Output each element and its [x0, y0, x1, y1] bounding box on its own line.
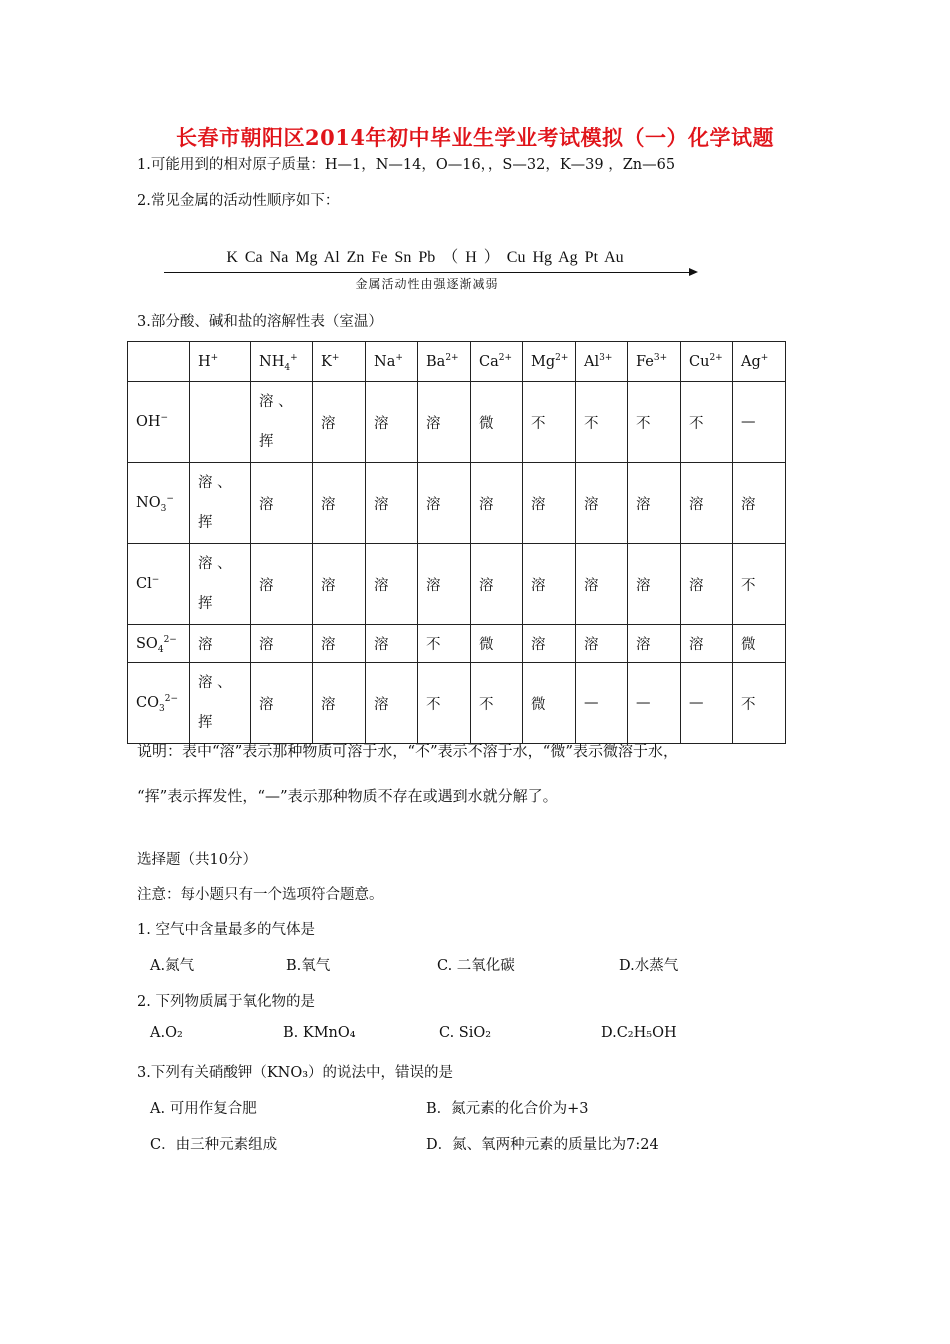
solubility-cell: 不: [733, 663, 786, 744]
anion-2-symbol: Cl: [136, 576, 152, 592]
solubility-cell: —: [576, 663, 628, 744]
q2-option-a[interactable]: A.O₂: [150, 1025, 183, 1041]
solubility-cell: 微: [523, 663, 576, 744]
solubility-cell: 溶: [523, 544, 576, 625]
solubility-cell: 不: [471, 663, 523, 744]
cation-6-symbol: Mg: [531, 353, 556, 370]
cation-9-symbol: Cu: [689, 353, 710, 370]
solubility-cell: 溶 、 挥: [190, 544, 251, 625]
cation-header: [251, 342, 313, 382]
cation-4-symbol: Ba: [426, 353, 446, 370]
solubility-cell: —: [628, 663, 681, 744]
anion-3-subscript: 4: [157, 644, 164, 655]
table-header-row: [128, 342, 786, 382]
solubility-cell: 溶: [313, 382, 366, 463]
metal-activity-series: K Ca Na Mg Al Zn Fe Sn Pb （ H ） Cu Hg Ag Pt Au: [226, 249, 624, 266]
solubility-cell: 溶: [366, 663, 418, 744]
solubility-cell: 溶: [251, 544, 313, 625]
cation-header: [681, 342, 733, 382]
solubility-cell: 溶: [576, 463, 628, 544]
cation-header: [733, 342, 786, 382]
q3-option-d[interactable]: D．氮、氧两种元素的质量比为7:24: [426, 1137, 659, 1153]
anion-header: [128, 625, 190, 663]
solubility-cell: 溶: [366, 625, 418, 663]
cation-7-charge: 3+: [599, 352, 613, 363]
activity-arrow-caption: 金属活动性由强逐渐减弱: [355, 277, 499, 291]
table-explanation-line-2: “挥”表示挥发性，“—”表示那种物质不存在或遇到水就分解了。: [137, 787, 558, 805]
q3-option-b[interactable]: B．氮元素的化合价为+3: [426, 1101, 589, 1117]
solubility-cell: —: [681, 663, 733, 744]
solubility-cell: 溶: [523, 463, 576, 544]
anion-3-charge: 2−: [163, 634, 177, 645]
anion-1-charge: −: [166, 494, 174, 505]
atomic-mass-line: 1.可能用到的相对原子质量：H—1，N—14，O—16，，S—32，K—39 ，Zn—65: [137, 157, 676, 173]
table-row: [128, 625, 786, 663]
solubility-cell: 不: [733, 544, 786, 625]
cation-8-symbol: Fe: [636, 353, 654, 370]
solubility-cell: 溶: [366, 382, 418, 463]
cation-0-charge: +: [210, 352, 219, 363]
question-1-stem: 1. 空气中含量最多的气体是: [137, 922, 315, 938]
cation-header: [628, 342, 681, 382]
table-row: [128, 382, 786, 463]
q2-option-b[interactable]: B. KMnO₄: [283, 1025, 356, 1041]
q3-option-a[interactable]: A. 可用作复合肥: [150, 1101, 257, 1117]
cation-0-symbol: H: [198, 353, 211, 370]
solubility-cell: 不: [523, 382, 576, 463]
solubility-cell: 溶: [190, 625, 251, 663]
cation-header: [313, 342, 366, 382]
solubility-cell: 溶: [681, 625, 733, 663]
solubility-cell: 溶: [313, 625, 366, 663]
anion-0-charge: −: [160, 413, 169, 424]
solubility-cell: 不: [576, 382, 628, 463]
cation-1-symbol: NH: [259, 353, 285, 370]
solubility-cell: 溶: [681, 544, 733, 625]
cation-10-symbol: Ag: [741, 353, 761, 370]
solubility-cell: [190, 382, 251, 463]
solubility-cell: 溶: [313, 544, 366, 625]
cation-header: [576, 342, 628, 382]
solubility-cell: 溶 、 挥: [190, 663, 251, 744]
solubility-cell: 微: [471, 382, 523, 463]
anion-header: [128, 382, 190, 463]
anion-4-subscript: 3: [158, 703, 165, 714]
solubility-cell: 溶: [313, 663, 366, 744]
solubility-cell: 溶: [733, 463, 786, 544]
q1-option-d[interactable]: D.水蒸气: [619, 958, 679, 974]
solubility-cell: —: [733, 382, 786, 463]
anion-header: [128, 663, 190, 744]
anion-4-charge: 2−: [164, 694, 178, 705]
q2-option-c[interactable]: C. SiO₂: [439, 1025, 492, 1041]
solubility-cell: 溶: [576, 544, 628, 625]
cation-1-subscript: 4: [284, 362, 291, 373]
page-title: 长春市朝阳区2014年初中毕业生学业考试模拟（一）化学试题: [176, 125, 774, 150]
cation-8-charge: 3+: [653, 352, 668, 363]
solubility-cell: 溶: [418, 463, 471, 544]
solubility-cell: 溶: [418, 544, 471, 625]
solubility-cell: 溶: [471, 544, 523, 625]
solubility-cell: 溶: [681, 463, 733, 544]
question-2-stem: 2. 下列物质属于氧化物的是: [137, 994, 315, 1010]
section-notice: 注意：每小题只有一个选项符合题意。: [137, 887, 384, 903]
cation-header: [471, 342, 523, 382]
cation-9-charge: 2+: [709, 352, 723, 363]
q1-option-a[interactable]: A.氮气: [150, 958, 195, 974]
anion-2-charge: −: [151, 575, 160, 586]
solubility-cell: 溶 、 挥: [251, 382, 313, 463]
cation-6-charge: 2+: [555, 352, 569, 363]
solubility-cell: 溶 、 挥: [190, 463, 251, 544]
solubility-cell: 溶: [523, 625, 576, 663]
solubility-cell: 溶: [251, 463, 313, 544]
solubility-cell: 溶: [418, 382, 471, 463]
solubility-cell: 溶: [628, 625, 681, 663]
solubility-table: [127, 341, 786, 744]
solubility-cell: 溶: [251, 663, 313, 744]
cation-1-charge: +: [290, 352, 298, 363]
solubility-cell: 不: [681, 382, 733, 463]
solubility-cell: 溶: [471, 463, 523, 544]
cation-2-charge: +: [331, 352, 340, 363]
cation-10-charge: +: [760, 352, 769, 363]
cation-header: [366, 342, 418, 382]
cation-header: [190, 342, 251, 382]
cation-7-symbol: Al: [584, 353, 600, 370]
table-row: [128, 544, 786, 625]
cation-3-symbol: Na: [374, 353, 396, 370]
table-row: [128, 463, 786, 544]
anion-1-symbol: NO: [136, 495, 161, 511]
solubility-cell: 溶: [366, 463, 418, 544]
q1-option-c[interactable]: C. 二氧化碳: [437, 958, 515, 974]
solubility-cell: 溶: [251, 625, 313, 663]
solubility-cell: 微: [733, 625, 786, 663]
solubility-cell: 微: [471, 625, 523, 663]
solubility-cell: 溶: [628, 544, 681, 625]
anion-header: [128, 544, 190, 625]
q3-option-c[interactable]: C．由三种元素组成: [150, 1137, 278, 1153]
table-row: [128, 663, 786, 744]
table-corner-cell: [128, 342, 190, 382]
cation-header: [523, 342, 576, 382]
section-heading: 选择题（共10分）: [137, 852, 257, 868]
cation-5-symbol: Ca: [479, 353, 499, 370]
solubility-cell: 溶: [576, 625, 628, 663]
solubility-cell: 溶: [628, 463, 681, 544]
cation-header: [418, 342, 471, 382]
anion-3-symbol: SO: [136, 635, 158, 652]
solubility-table-heading: 3.部分酸、碱和盐的溶解性表（室温）: [137, 314, 383, 330]
anion-header: [128, 463, 190, 544]
anion-1-subscript: 3: [160, 503, 167, 514]
solubility-cell: 不: [418, 625, 471, 663]
activity-intro-line: 2.常见金属的活动性顺序如下：: [137, 193, 340, 209]
solubility-cell: 不: [628, 382, 681, 463]
cation-3-charge: +: [395, 352, 403, 363]
solubility-cell: 溶: [366, 544, 418, 625]
solubility-cell: 溶: [313, 463, 366, 544]
q2-option-d[interactable]: D.C₂H₅OH: [601, 1025, 677, 1041]
table-explanation-line-1: 说明：表中“溶”表示那种物质可溶于水，“不”表示不溶于水，“微”表示微溶于水，: [137, 742, 679, 760]
anion-4-symbol: CO: [136, 695, 159, 711]
anion-0-symbol: OH: [136, 414, 161, 430]
q1-option-b[interactable]: B.氧气: [286, 958, 331, 974]
cation-2-symbol: K: [321, 353, 332, 370]
cation-4-charge: 2+: [445, 352, 459, 363]
solubility-cell: 不: [418, 663, 471, 744]
question-3-stem: 3.下列有关硝酸钾（KNO₃）的说法中，错误的是: [137, 1065, 454, 1081]
cation-5-charge: 2+: [498, 352, 513, 363]
